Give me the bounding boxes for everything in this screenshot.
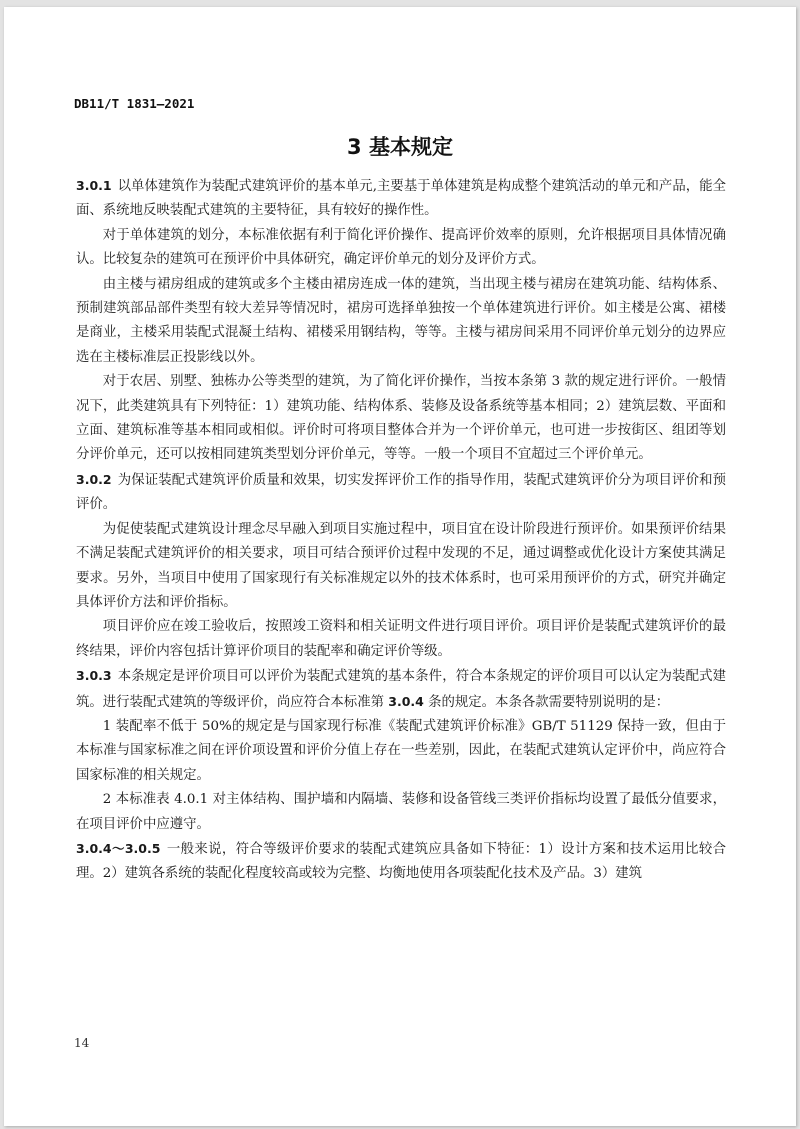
paragraph-text: 由主楼与裙房组成的建筑或多个主楼由裙房连成一体的建筑，当出现主楼与裙房在建筑功能、结构体系、预制建筑部品部件类型有较大差异等情况时，裙房可选择单独按一个单体建筑进行评价。如主楼是公寓、裙楼是商业，主楼采用装配式混凝土结构、裙楼采用钢结构，等等。主楼与裙房间采用不同评价单元划分的边界应选在主楼标准层正投影线以外。 bbox=[76, 276, 726, 365]
paragraph-item-1 bbox=[76, 715, 726, 788]
paragraph-3-0-2 bbox=[76, 468, 726, 518]
standard-code-header: DB11/T 1831—2021 bbox=[74, 96, 195, 111]
paragraph-text: 项目评价应在竣工验收后，按照竣工资料和相关证明文件进行项目评价。项目评价是装配式建筑评价的最终结果，评价内容包括计算评价项目的装配率和确定评价等级。 bbox=[76, 619, 726, 659]
paragraph bbox=[76, 224, 726, 273]
paragraph-3-0-3 bbox=[76, 664, 726, 715]
paragraph bbox=[76, 615, 726, 664]
paragraph-text: 一般来说，符合等级评价要求的装配式建筑应具备如下特征：1）设计方案和技术运用比较合理。2）建筑各系统的装配化程度较高或较为完整、均衡地使用各项装配化技术及产品。3）建筑 bbox=[76, 841, 726, 882]
clause-number: 3.0.3 bbox=[76, 668, 112, 684]
paragraph bbox=[76, 518, 726, 616]
paragraph-text: 2 本标准表 4.0.1 对主体结构、围护墙和内隔墙、装修和设备管线三类评价指标均设置了最低分值要求，在项目评价中应遵守。 bbox=[76, 792, 726, 832]
paragraph-text: 本条规定是评价项目可以评价为装配式建筑的基本条件，符合本条规定的评价项目可以认定为装配式建筑。进行装配式建筑的等级评价，尚应符合本标准第 bbox=[76, 669, 726, 710]
paragraph-item-2 bbox=[76, 788, 726, 837]
page-number: 14 bbox=[74, 1036, 90, 1050]
paragraph-text: 条的规定。本条各款需要特别说明的是： bbox=[423, 694, 670, 710]
clause-reference: 3.0.4 bbox=[388, 693, 424, 709]
clause-number: 3.0.1 bbox=[76, 178, 112, 193]
paragraph-text: 1 装配率不低于 50%的规定是与国家现行标准《装配式建筑评价标准》GB/T 51129 保持一致，但由于本标准与国家标准之间在评价项设置和评价分值上存在一些差别，因此，在装配式建筑认定评价中，尚应符合国家标准的相关规定。 bbox=[76, 718, 726, 783]
paragraph-3-0-4-3-0-5 bbox=[76, 837, 726, 887]
paragraph bbox=[76, 273, 726, 371]
clause-number: 3.0.2 bbox=[76, 471, 112, 487]
paragraph-3-0-1 bbox=[76, 174, 726, 224]
paragraph-text: 对于农居、别墅、独栋办公等类型的建筑，为了简化评价操作，当按本条第 3 款的规定进行评价。一般情况下，此类建筑具有下列特征：1）建筑功能、结构体系、装修及设备系统等基本相同；2）建筑层数、平面和立面、建筑标准等基本相同或相似。评价时可将项目整体合并为一个评价单元，也可进一步按街区、组团等划分评价单元，还可以按相同建筑类型划分评价单元，等等。一般一个项目不宜超过三个评价单元。 bbox=[76, 374, 726, 463]
paragraph-text: 对于单体建筑的划分，本标准依据有利于简化评价操作、提高评价效率的原则，允许根据项目具体情况确认。比较复杂的建筑可在预评价中具体研究，确定评价单元的划分及评价方式。 bbox=[76, 227, 726, 268]
chapter-title: 3 基本规定 bbox=[347, 135, 453, 159]
clause-number: 3.0.4～3.0.5 bbox=[76, 840, 161, 856]
document-body bbox=[76, 174, 726, 887]
paragraph-text: 为促使装配式建筑设计理念尽早融入到项目实施过程中，项目宜在设计阶段进行预评价。如果预评价结果不满足装配式建筑评价的相关要求，项目可结合预评价过程中发现的不足，通过调整或优化设计方案使其满足要求。另外，当项目中使用了国家现行有关标准规定以外的技术体系时，也可采用预评价的方式，研究并确定具体评价方法和评价指标。 bbox=[76, 521, 726, 610]
paragraph bbox=[76, 370, 726, 468]
paragraph-text: 以单体建筑作为装配式建筑评价的基本单元,主要基于单体建筑是构成整个建筑活动的单元和产品，能全面、系统地反映装配式建筑的主要特征，具有较好的操作性。 bbox=[76, 179, 726, 219]
paragraph-text: 为保证装配式建筑评价质量和效果，切实发挥评价工作的指导作用，装配式建筑评价分为项目评价和预评价。 bbox=[76, 472, 726, 513]
